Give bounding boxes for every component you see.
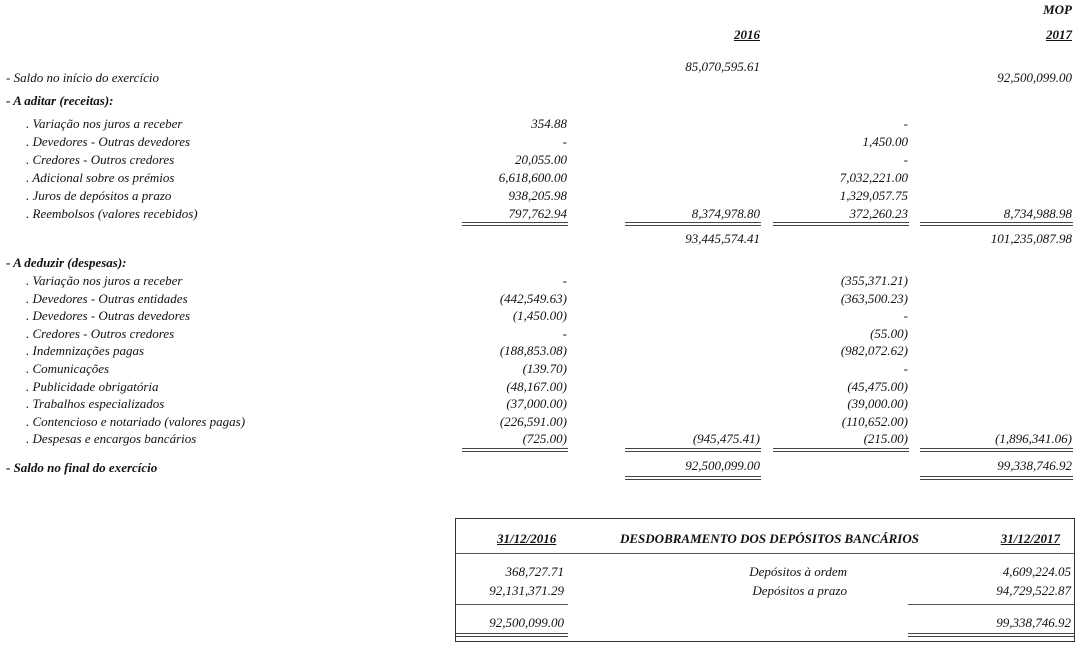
subtotal-2016: 93,445,574.41 bbox=[685, 231, 760, 246]
expense-item-2016: - bbox=[562, 273, 567, 288]
expense-item-label: . Contencioso e notariado (valores pagas) bbox=[26, 413, 246, 429]
expenses-heading: - A deduzir (despesas): bbox=[6, 255, 127, 270]
receipt-item-label: . Variação nos juros a receber bbox=[26, 116, 183, 131]
underline bbox=[462, 448, 568, 452]
expenses-total-2017: (1,896,341.06) bbox=[995, 431, 1072, 447]
expense-item-2016: (1,450.00) bbox=[512, 308, 567, 324]
receipt-item-label: . Adicional sobre os prémios bbox=[26, 170, 175, 185]
expense-item-2016: (188,853.08) bbox=[499, 343, 567, 359]
expense-item-label: . Trabalhos especializados bbox=[26, 396, 165, 412]
deposits-total-2017: 99,338,746.92 bbox=[996, 615, 1071, 630]
double-underline bbox=[625, 476, 761, 480]
receipt-item-2016: 20,055.00 bbox=[515, 152, 567, 167]
underline bbox=[920, 448, 1073, 452]
receipt-item-label: . Juros de depósitos a prazo bbox=[26, 188, 172, 203]
underline bbox=[625, 448, 761, 452]
expense-item-label: . Comunicações bbox=[26, 361, 110, 376]
receipt-item-2016: 797,762.94 bbox=[508, 206, 567, 221]
closing-2016: 92,500,099.00 bbox=[685, 458, 760, 473]
deposit-2016: 368,727.71 bbox=[505, 564, 564, 579]
deposit-2017: 4,609,224.05 bbox=[1002, 564, 1071, 579]
deposit-label: Depósitos a prazo bbox=[752, 583, 847, 598]
expense-item-2017: - bbox=[903, 361, 908, 376]
year-2016-header: 2016 bbox=[734, 27, 760, 42]
expense-item-2017: (110,652.00) bbox=[841, 413, 908, 429]
divider bbox=[456, 604, 568, 605]
expense-item-2017: (982,072.62) bbox=[840, 343, 908, 359]
expense-item-label: . Publicidade obrigatória bbox=[26, 378, 159, 394]
underline bbox=[773, 448, 909, 452]
expenses-total-2016: (945,475.41) bbox=[692, 431, 760, 447]
closing-label: - Saldo no final do exercício bbox=[6, 460, 158, 475]
expense-item-label: . Credores - Outros credores bbox=[26, 325, 175, 341]
expense-item-2017: (363,500.23) bbox=[840, 290, 908, 306]
expense-item-2016: (725.00) bbox=[522, 431, 567, 447]
opening-2016: 85,070,595.61 bbox=[685, 59, 760, 74]
currency-label: MOP bbox=[1043, 2, 1072, 17]
expense-item-label: . Devedores - Outras devedores bbox=[26, 308, 191, 324]
expense-item-2016: (442,549.63) bbox=[499, 290, 567, 306]
double-underline bbox=[920, 476, 1073, 480]
double-underline bbox=[908, 633, 1074, 637]
receipt-item-2016: 6,618,600.00 bbox=[498, 170, 567, 185]
underline bbox=[625, 222, 761, 226]
subtotal-2017: 101,235,087.98 bbox=[990, 231, 1072, 246]
expense-item-2016: (139.70) bbox=[522, 361, 567, 376]
receipt-item-label: . Credores - Outros credores bbox=[26, 152, 175, 167]
deposits-date-2016: 31/12/2016 bbox=[497, 531, 557, 546]
receipt-item-2017: 1,450.00 bbox=[862, 134, 908, 149]
expense-item-label: . Despesas e encargos bancários bbox=[26, 431, 197, 447]
receipts-total-2016: 8,374,978.80 bbox=[691, 206, 760, 221]
expense-item-2016: (48,167.00) bbox=[506, 378, 567, 394]
receipts-heading: - A aditar (receitas): bbox=[6, 93, 114, 108]
expense-item-label: . Indemnizações pagas bbox=[26, 343, 145, 359]
expense-item-2016: (37,000.00) bbox=[506, 396, 567, 412]
receipts-total-2017: 8,734,988.98 bbox=[1003, 206, 1072, 221]
deposits-total-2016: 92,500,099.00 bbox=[489, 615, 564, 630]
year-2017-header: 2017 bbox=[1046, 27, 1072, 42]
divider bbox=[456, 553, 1074, 554]
deposit-label: Depósitos à ordem bbox=[749, 564, 847, 579]
opening-2017: 92,500,099.00 bbox=[997, 70, 1072, 85]
expense-item-2016: (226,591.00) bbox=[499, 413, 567, 429]
expense-item-2017: (39,000.00) bbox=[847, 396, 908, 412]
receipt-item-2017: 7,032,221.00 bbox=[839, 170, 908, 185]
closing-2017: 99,338,746.92 bbox=[997, 458, 1072, 473]
receipt-item-2016: 938,205.98 bbox=[508, 188, 567, 203]
expense-item-2017: - bbox=[903, 308, 908, 324]
expense-item-2016: - bbox=[562, 325, 567, 341]
receipt-item-2017: - bbox=[903, 116, 908, 131]
receipt-item-2016: - bbox=[562, 134, 567, 149]
expense-item-2017: (45,475.00) bbox=[847, 378, 908, 394]
expense-item-2017: (215.00) bbox=[863, 431, 908, 447]
receipt-item-2016: 354.88 bbox=[531, 116, 567, 131]
receipt-item-2017: 372,260.23 bbox=[849, 206, 908, 221]
deposits-title: DESDOBRAMENTO DOS DEPÓSITOS BANCÁRIOS bbox=[620, 531, 919, 546]
expense-item-2017: (355,371.21) bbox=[840, 273, 908, 288]
receipt-item-label: . Devedores - Outras devedores bbox=[26, 134, 191, 149]
underline bbox=[920, 222, 1073, 226]
deposit-2016: 92,131,371.29 bbox=[489, 583, 564, 598]
deposit-2017: 94,729,522.87 bbox=[996, 583, 1071, 598]
expense-item-label: . Devedores - Outras entidades bbox=[26, 290, 188, 306]
deposits-date-2017: 31/12/2017 bbox=[1000, 531, 1060, 546]
double-underline bbox=[456, 633, 568, 637]
expense-item-label: . Variação nos juros a receber bbox=[26, 273, 183, 288]
receipt-item-2017: - bbox=[903, 152, 908, 167]
divider bbox=[908, 604, 1074, 605]
opening-label: - Saldo no início do exercício bbox=[6, 70, 159, 85]
expense-item-2017: (55.00) bbox=[870, 325, 908, 341]
underline bbox=[462, 222, 568, 226]
underline bbox=[773, 222, 909, 226]
receipt-item-2017: 1,329,057.75 bbox=[839, 188, 908, 203]
receipt-item-label: . Reembolsos (valores recebidos) bbox=[26, 206, 198, 221]
